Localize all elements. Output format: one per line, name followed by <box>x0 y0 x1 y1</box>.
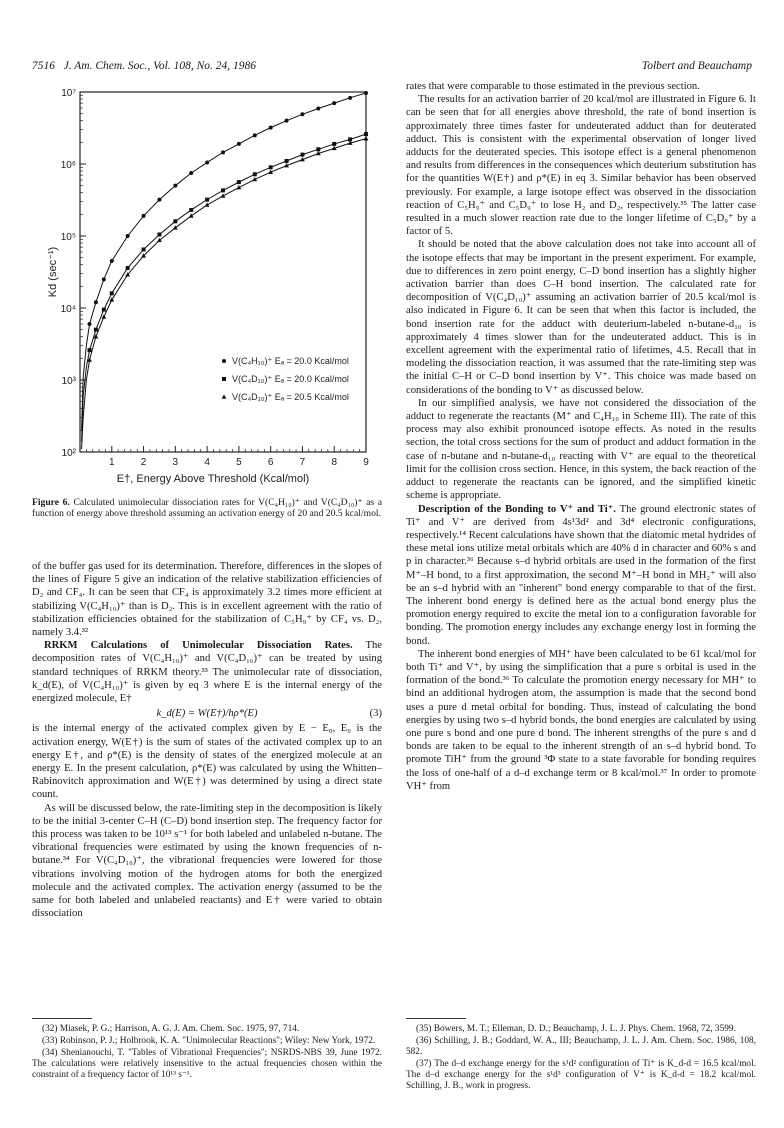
legend-label-1: V(C₄H₁₀)⁺ Eₐ = 20.0 Kcal/mol <box>232 356 349 366</box>
data-point-series-1 <box>157 198 161 202</box>
data-point-series-1 <box>126 234 130 238</box>
caption-text: Calculated unimolecular dissociation rates for V(C₄H₁₀)⁺ and V(C₄D₁₀)⁺ as a function of energy above threshold assuming an activation energy of 20 and 20.5 kcal/mol. <box>32 497 382 520</box>
y-tick-label: 10⁴ <box>60 304 76 315</box>
data-point-series-2 <box>94 328 98 332</box>
data-point-series-2 <box>110 291 114 295</box>
data-point-series-2 <box>364 132 368 136</box>
right-paragraph-1: rates that were comparable to those estimated in the previous section. <box>406 81 700 92</box>
data-point-series-2 <box>237 180 241 184</box>
footnote-rule-right <box>406 1018 466 1019</box>
footnote-36: (36) Schilling, J. B.; Goddard, W. A., III; Beauchamp, J. L. J. Am. Chem. Soc. 1986, 108, 582. <box>406 1036 756 1057</box>
right-paragraph-2: The results for an activation barrier of 20 kcal/mol are illustrated in Figure 6. It can be seen that for all energies above threshold, the rate of bond insertion is approximately three times faster for undeuterated adduct than for deuterated adduct. This is consistent with the experimental observation of longer lived adducts for the deuterated species. This isotope effect is a general phenomenon and results from differences in the consequences which deuterium substitution has for the quantities W(E†) and ρ*(E) in eq 3. Similar behavior has been observed previously. For example, a large isotope effect was observed in the dissociation reaction of C₅H₉⁺ and C₅D₉⁺ to lose H₂ and D₂, respectively.³⁵ The latter case resulted in a much slower reaction rate due to the longer lifetime of C₅D₉⁺ by a factor of 5. <box>406 94 756 238</box>
data-point-series-1 <box>205 160 209 164</box>
x-tick-label: 6 <box>267 457 274 468</box>
running-header <box>32 60 752 76</box>
footnotes-left <box>32 1024 382 1082</box>
x-tick-label: 9 <box>363 457 369 468</box>
rate-chart <box>44 84 384 492</box>
data-point-series-1 <box>173 184 177 188</box>
equation-3 <box>32 707 382 720</box>
figure-caption <box>32 497 382 520</box>
y-tick-label: 10⁵ <box>60 232 76 243</box>
data-point-series-1 <box>253 133 257 137</box>
right-column <box>406 80 756 793</box>
x-tick-label: 1 <box>108 457 115 468</box>
data-point-series-1 <box>269 126 273 130</box>
data-point-series-2 <box>332 142 336 146</box>
footnotes-right <box>406 1024 756 1093</box>
data-point-series-2 <box>253 172 257 176</box>
data-point-series-2 <box>88 348 92 352</box>
equation-body: k_d(E) = W(E†)/hρ*(E) <box>156 708 258 720</box>
y-tick-label: 10² <box>61 448 76 459</box>
data-point-series-1 <box>142 214 146 218</box>
data-point-series-2 <box>102 308 106 312</box>
data-point-series-1 <box>300 112 304 116</box>
data-point-series-1 <box>88 322 92 326</box>
legend-marker-2 <box>222 377 226 381</box>
x-tick-label: 2 <box>140 457 147 468</box>
data-point-series-1 <box>316 106 320 110</box>
data-point-series-2 <box>205 198 209 202</box>
x-tick-label: 4 <box>204 457 210 468</box>
right-paragraph-6: The inherent bond energies of MH⁺ have been calculated to be 61 kcal/mol for both Ti⁺ and V⁺, by using the simplification that a pure s orbital is used in the formation of the bond.³⁶ To calculate the promotion energy necessary for MH⁺ to bind an additional hydrogen atom, the assumption is made that the second bond uses a pure d metal orbital for bonding. Thus, instead of calculating the bond energies by using two s–d hybrid bonds, the bond energies are calculated by using one pure s bond and one pure d bond. The inherent strengths of the pure s and d bonds are taken to be equal to the inherent strength of an s–d hybrid bond. To promote TiH⁺ from the ground ³Φ state to a state favorable for bonding requires the loss of one-half of a d–d exchange term or 8 kcal/mol.³⁷ In order to promote VH⁺ from <box>406 648 756 792</box>
data-point-series-1 <box>285 119 289 123</box>
section-heading-bonding: Description of the Bonding to V⁺ and Ti⁺. <box>418 503 616 515</box>
x-tick-label: 3 <box>172 457 179 468</box>
page-number: 7516 <box>32 60 55 72</box>
y-tick-label: 10⁶ <box>60 160 76 171</box>
data-point-series-2 <box>221 188 225 192</box>
data-point-series-1 <box>189 171 193 175</box>
chart-axes <box>47 88 369 485</box>
footnote-32: (32) Miasek, P. G.; Harrison, A. G. J. Am. Chem. Soc. 1975, 97, 714. <box>42 1024 300 1034</box>
data-point-series-1 <box>237 142 241 146</box>
data-point-series-2 <box>142 247 146 251</box>
header-left <box>32 60 256 72</box>
data-point-series-2 <box>189 208 193 212</box>
header-authors: Tolbert and Beauchamp <box>641 60 752 72</box>
data-point-series-2 <box>300 153 304 157</box>
data-point-series-1 <box>348 96 352 100</box>
data-point-series-1 <box>332 101 336 105</box>
left-paragraph-2 <box>32 639 382 705</box>
equation-number: (3) <box>369 708 382 720</box>
left-column <box>32 560 382 920</box>
data-point-series-2 <box>157 232 161 236</box>
y-tick-label: 10⁷ <box>61 88 76 99</box>
data-point-series-2 <box>316 147 320 151</box>
data-point-series-3 <box>364 136 369 140</box>
y-axis-label: Kd (sec⁻¹) <box>47 246 59 298</box>
data-point-series-1 <box>102 277 106 281</box>
data-point-series-1 <box>94 300 98 304</box>
footnote-35: (35) Bowers, M. T.; Elleman, D. D.; Beauchamp, J. L. J. Phys. Chem. 1968, 72, 3599. <box>416 1024 736 1034</box>
legend-marker-3 <box>222 394 227 398</box>
data-point-series-2 <box>285 159 289 163</box>
data-point-series-1 <box>110 259 114 263</box>
y-tick-label: 10³ <box>61 376 76 387</box>
left-paragraph-2-text: The decomposition rates of V(C₄H₁₀)⁺ and V(C₄D₁₀)⁺ can be treated by using standard techniques of RRKM theory.³³ The unimolecular rate of dissociation, k_d(E), of V(C₄H₁₀)⁺ is given by eq 3 where E is the internal energy of the energized molecule, E† <box>32 640 382 705</box>
footnote-37: (37) The d–d exchange energy for the s¹d² configuration of Ti⁺ is K_d-d = 16.5 kcal/mol. The d–d exchange energy for the s¹d³ configuration of V⁺ is K_d-d = 18.2 kcal/mol. Schilling, J. B., work in progress. <box>406 1059 756 1091</box>
data-point-series-3 <box>189 213 194 217</box>
caption-label: Figure 6. <box>32 497 70 508</box>
figure-6 <box>44 84 384 492</box>
legend-marker-1 <box>222 359 226 363</box>
section-heading-rrkm: RRKM Calculations of Unimolecular Dissociation Rates. <box>44 640 353 652</box>
series-line-3 <box>82 139 366 449</box>
data-point-series-2 <box>269 165 273 169</box>
x-axis-label: E†, Energy Above Threshold (Kcal/mol) <box>116 473 310 485</box>
data-point-series-2 <box>173 219 177 223</box>
right-paragraph-5-text: The ground electronic states of Ti⁺ and V⁺ are derived from 4s¹3d² and 3d⁴ electronic configurations, respectively.¹⁴ Recent calculations have shown that the diatomic metal hydrides of these metal ions utilize metal orbitals which are 40% d in character and 60% s and p in character.³⁶ Because s–d hybrid orbitals are used in the formation of the first M⁺–H bond, to a first approximation, the second M⁺–H bond in MH₂⁺ will also be an s–d hybrid with an "inherent" bond energy comparable to that of the first. The inherent bond energy is defined here as the actual bond energy plus the promotion energy required to excite the metal ion to a configuration favorable for bonding. The promotion energy includes any exchange energy lost in forming the bond. <box>406 503 756 647</box>
data-point-series-2 <box>126 266 130 270</box>
journal-citation: J. Am. Chem. Soc., Vol. 108, No. 24, 1986 <box>63 60 257 72</box>
footnote-34: (34) Shenianouchi, T. "Tables of Vibrational Frequencies"; NSRDS-NBS 39, June 1972. The calculations were relatively insensitive to the actual frequencies chosen within the constraint of a frequency factor of 10¹³ s⁻¹. <box>32 1048 382 1080</box>
data-point-series-1 <box>364 91 368 95</box>
x-tick-label: 5 <box>236 457 242 468</box>
data-point-series-1 <box>221 150 225 154</box>
left-paragraph-3: is the internal energy of the activated complex given by E − E₀, E₀ is the activation energy, W(E†) is the sum of states of the activated complex up to an energy E†, and ρ*(E) is the density of states of the energized molecule at an energy E. In the present calculation, ρ*(E) was calculated by using the Whitten–Rabinovitch approximation and W(E†) was determined by using a direct state count. <box>32 723 382 801</box>
legend-label-2: V(C₄D₁₀)⁺ Eₐ = 20.0 Kcal/mol <box>232 374 349 384</box>
right-paragraph-3: It should be noted that the above calculation does not take into account all of the isotope effects that may be important in the present experiment. For example, due to differences in zero point energy, C–D bond insertion has a slightly higher activation barrier than does C–H bond insertion. The calculated rate for decomposition of V(C₄D₁₀)⁺ assuming an activation barrier of 20.5 kcal/mol is also indicated in Figure 6. It can be seen that when this factor is included, the bond insertion rate for the adduct with deuterium-labeled n-butane-d₁₀ is approximately 4 times slower than for the undeuterated adduct. This is in excellent agreement with the experimental ratio of lifetimes, 4.5. Recall that in modeling the dissociation reaction, it was assumed that the rate-limiting step was the initial C–H or C–D bond insertion by V⁺. This choice was made based on considerations of the bonding to V⁺ as discussed below. <box>406 239 756 396</box>
footnote-rule-left <box>32 1018 92 1019</box>
right-paragraph-4: In our simplified analysis, we have not considered the dissociation of the adduct to regenerate the reactants (M⁺ and C₄H₁₀ in Scheme III). The rate of this process may also exhibit pronounced isotope effects. As noted in the results section, the total cross sections for the sum of product and adduct formation in the case of n-butane and n-butane-d₁₀ reacting with V⁺ are equal to the theoretical limit for the collision cross section. Hence, in this system, the back reaction of the adduct to regenerate the reactants can be ignored, and the simplified kinetic scheme is appropriate. <box>406 397 756 502</box>
x-tick-label: 8 <box>331 457 338 468</box>
left-paragraph-4: As will be discussed below, the rate-limiting step in the decomposition is likely to be the initial 3-center C–H (C–D) bond insertion step. The frequency factor for this process was taken to be 10¹³ s⁻¹ for both labeled and unlabeled n-butane. The vibrational frequencies were estimated by using the known frequencies of n-butane.³⁴ For V(C₄D₁₀)⁺, the vibrational frequencies were lowered for those vibrations involving motion of the hydrogen atoms for both the energized molecule and the activated complex. The activation energy (assumed to be the same for both labeled and unlabeled reactants) and E† were varied to obtain dissociation <box>32 802 382 920</box>
x-tick-label: 7 <box>299 457 306 468</box>
chart-legend <box>222 356 349 402</box>
left-paragraph-1: of the buffer gas used for its determination. Therefore, differences in the slopes of the lines of Figure 5 give an indication of the relative stabilization efficiencies of D₂ and CF₄. It can be seen that CF₄ is approximately 3.2 times more efficient at stabilizing V(C₄H₁₀)⁺ than is D₂. This is in excellent agreement with the ratio of stabilization efficiencies obtained for the stabilization of C₅H₉⁺ by CF₄ vs. D₂, namely 3.4.³² <box>32 561 382 639</box>
data-point-series-3 <box>173 225 178 229</box>
legend-label-3: V(C₄D₁₀)⁺ Eₐ = 20.5 Kcal/mol <box>232 392 349 402</box>
footnote-33: (33) Robinson, P. J.; Holbrook, K. A. "Unimolecular Reactions"; Wiley: New York, 1972. <box>42 1036 376 1046</box>
right-paragraph-5 <box>406 503 756 648</box>
